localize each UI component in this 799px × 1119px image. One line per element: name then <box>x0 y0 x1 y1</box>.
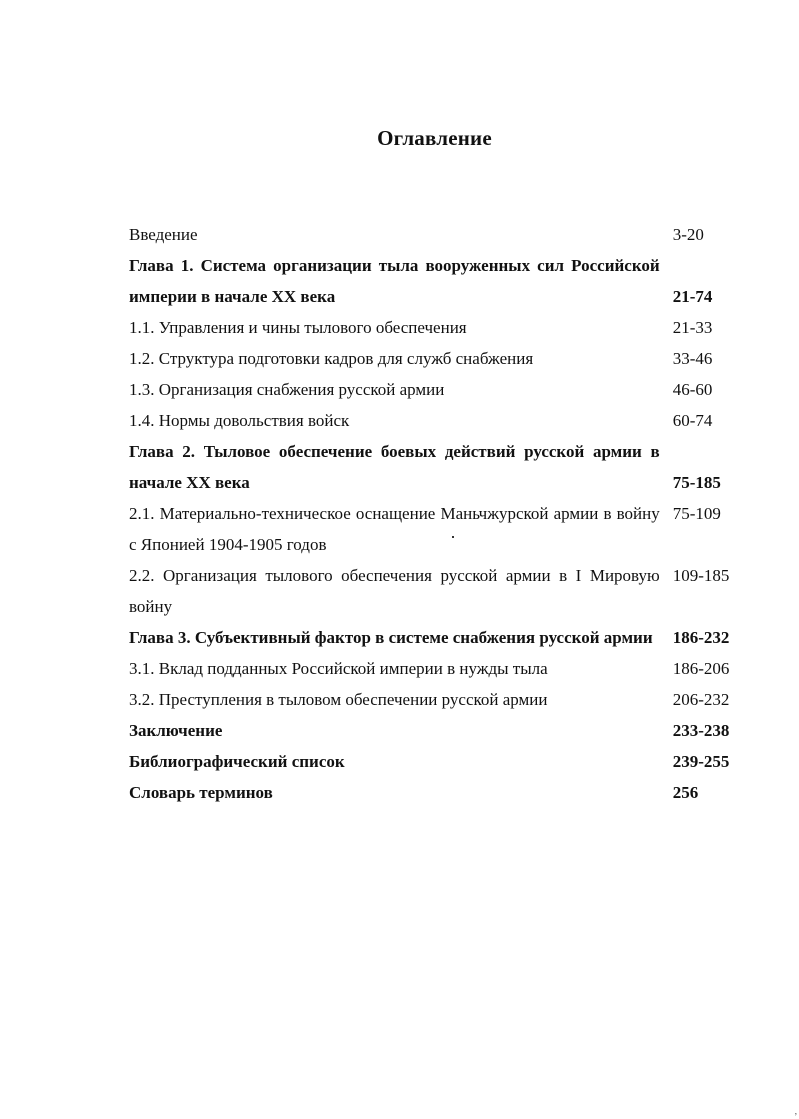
toc-entry-text: 3.1. Вклад подданных Российской империи в нужды тыла <box>129 659 548 678</box>
toc-entry-pages: 186-206 <box>672 659 730 678</box>
toc-entry-section-1-1 <box>129 312 744 343</box>
toc-entry-text: 1.4. Нормы довольствия войск <box>129 411 350 430</box>
toc-entry-text: Глава 1. Система организации тыла вооруженных сил Российской империи в начале XX века <box>129 256 660 306</box>
toc-entry-text: 2.1. Материально-техническое оснащение Маньчжурской армии в войну с Японией 1904-1905 годов <box>129 504 660 554</box>
toc-entry-text: 1.2. Структура подготовки кадров для служб снабжения <box>129 349 534 368</box>
toc-entry-pages: 239-255 <box>672 752 730 771</box>
toc-entry-text: Библиографический список <box>129 752 345 771</box>
table-of-contents <box>129 219 744 808</box>
toc-entry-pages: 75-185 <box>672 473 721 492</box>
toc-entry-pages: 75-109 <box>672 504 721 523</box>
toc-entry-pages: 21-33 <box>672 318 713 337</box>
toc-entry-text: Глава 2. Тыловое обеспечение боевых действий русской армии в начале XX века <box>129 442 660 492</box>
toc-entry-conclusion <box>129 715 744 746</box>
toc-entry-section-3-2 <box>129 684 744 715</box>
toc-entry-pages: 21-74 <box>672 287 713 306</box>
toc-entry-section-1-4 <box>129 405 744 436</box>
toc-entry-text: Введение <box>129 225 198 244</box>
toc-entry-text: Словарь терминов <box>129 783 273 802</box>
toc-entry-text: Глава 3. Субъективный фактор в системе снабжения русской армии <box>129 628 653 647</box>
toc-entry-chapter-1 <box>129 250 744 312</box>
toc-entry-pages: 206-232 <box>672 690 730 709</box>
toc-entry-bibliography <box>129 746 744 777</box>
toc-entry-pages: 256 <box>672 783 699 802</box>
toc-entry-chapter-2 <box>129 436 744 498</box>
toc-entry-section-3-1 <box>129 653 744 684</box>
toc-entry-section-2-2 <box>129 560 744 622</box>
toc-entry-text: Заключение <box>129 721 223 740</box>
toc-entry-glossary <box>129 777 744 808</box>
toc-entry-pages: 233-238 <box>672 721 730 740</box>
toc-entry-text: 1.3. Организация снабжения русской армии <box>129 380 445 399</box>
scan-speck <box>452 536 454 538</box>
toc-entry-section-2-1 <box>129 498 744 560</box>
toc-entry-pages: 46-60 <box>672 380 713 399</box>
toc-entry-text: 1.1. Управления и чины тылового обеспечения <box>129 318 467 337</box>
toc-entry-section-1-3 <box>129 374 744 405</box>
toc-entry-pages: 33-46 <box>672 349 713 368</box>
toc-entry-section-1-2 <box>129 343 744 374</box>
toc-entry-pages: 186-232 <box>672 628 730 647</box>
toc-entry-text: 2.2. Организация тылового обеспечения русской армии в I Мировую войну <box>129 566 660 616</box>
toc-entry-pages: 60-74 <box>672 411 713 430</box>
toc-entry-pages: 3-20 <box>672 225 704 244</box>
toc-entry-pages: 109-185 <box>672 566 730 585</box>
toc-entry-introduction <box>129 219 744 250</box>
toc-entry-text: 3.2. Преступления в тыловом обеспечении русской армии <box>129 690 548 709</box>
scan-corner-mark: , <box>794 1106 797 1116</box>
toc-entry-chapter-3 <box>129 622 744 653</box>
page-title: Оглавление <box>377 126 492 150</box>
